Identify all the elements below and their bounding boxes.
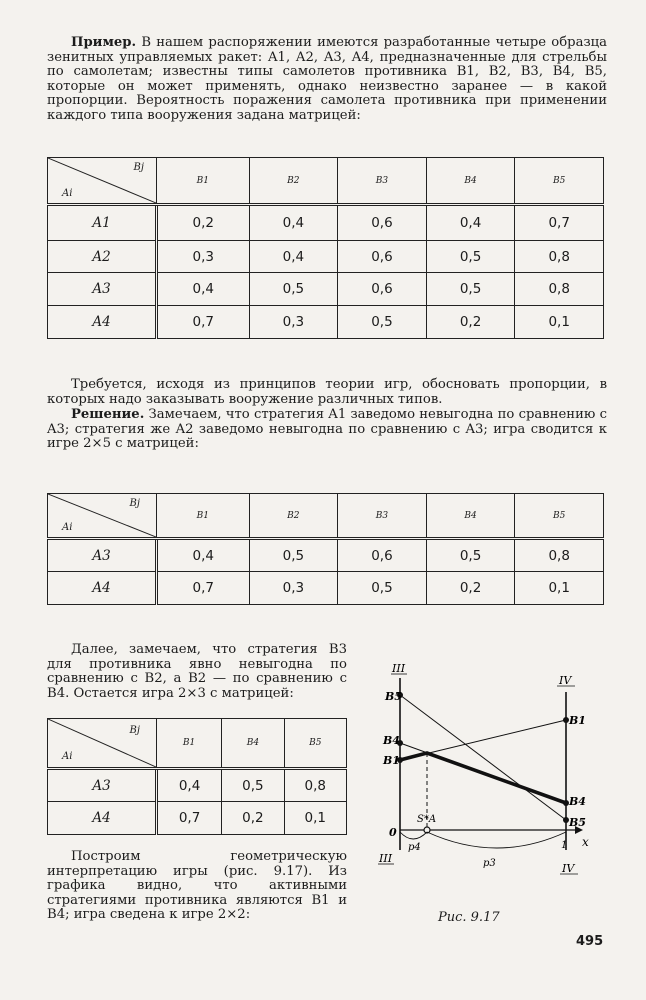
cell: 0,7 [157, 572, 250, 605]
column-header: B5 [515, 494, 604, 539]
cell: 0,3 [157, 241, 250, 273]
table-row [48, 273, 604, 306]
requirement-paragraph: Требуется, исходя из принципов теории игр, обосновать пропорции, в которых надо заказывать вооружение различных типов. [47, 377, 607, 407]
label-b1-right: B1 [569, 714, 586, 727]
table-row [48, 802, 347, 835]
cell: 0,7 [515, 205, 604, 241]
label-b5-right: B5 [569, 816, 586, 829]
cell: 0,5 [338, 572, 427, 605]
cell: 0,5 [249, 539, 338, 572]
table-row [48, 769, 347, 802]
column-header: B1 [157, 719, 222, 769]
cell: 0,4 [157, 539, 250, 572]
column-header: B5 [515, 158, 604, 205]
figure-caption: Рис. 9.17 [438, 910, 500, 925]
reduction-paragraph: Далее, замечаем, что стратегия B3 для противника явно невыгодна по сравнению с B2, а B2 — по сравнению с B4. Остается игра 2×3 с матрицей: [47, 642, 347, 701]
label-b4-left: B4 [383, 734, 400, 747]
corner-col-label: Bj [133, 162, 144, 173]
solution-paragraph [47, 408, 607, 452]
row-label: A4 [48, 306, 157, 339]
label-b5-left: B5 [385, 690, 402, 703]
corner-row-label: Ai [62, 188, 73, 199]
cell: 0,4 [157, 769, 222, 802]
cell: 0,2 [426, 572, 515, 605]
corner-col-label: Bj [129, 498, 140, 509]
cell: 0,5 [338, 306, 427, 339]
label-origin: 0 [389, 826, 397, 839]
arc-p3 [427, 832, 566, 848]
label-b1-left: B1 [383, 754, 400, 767]
cell: 0,6 [338, 205, 427, 241]
cell: 0,6 [338, 273, 427, 306]
corner-col-label: Bj [129, 725, 140, 736]
matrix-table-2x5 [47, 493, 604, 605]
label-axis-left-bottom: III [379, 852, 393, 865]
intro-text: В нашем распоряжении имеются разработанные четыре образца зенитных управляемых ракет: A1, A2, A3, A4, предназначенные для стрельбы по самолетам; известны типы самолетов противника B1, B2, B3, B4, B5, которые он может применять, однако неизвестно заранее — в какой пропорции. Вероятность поражения самолета противника при применении каждого типа вооружения задана матрицей: [47, 35, 607, 123]
column-header: B3 [338, 494, 427, 539]
cell: 0,6 [338, 241, 427, 273]
row-label: A1 [48, 205, 157, 241]
cell: 0,4 [249, 205, 338, 241]
corner-row-label: Ai [62, 751, 73, 762]
label-p4: p4 [408, 842, 421, 853]
label-axis-left-top: III [392, 662, 406, 675]
table-corner [48, 719, 157, 769]
row-label: A3 [48, 769, 157, 802]
label-axis-right-bottom: IV [562, 862, 575, 875]
cell: 0,4 [157, 273, 250, 306]
cell: 0,3 [249, 306, 338, 339]
table-corner [48, 494, 157, 539]
cell: 0,5 [222, 769, 284, 802]
row-label: A4 [48, 802, 157, 835]
column-header: B4 [222, 719, 284, 769]
cell: 0,7 [157, 306, 250, 339]
table-row [48, 572, 604, 605]
page-number: 495 [576, 934, 604, 949]
cell: 0,2 [426, 306, 515, 339]
label-one: 1 [561, 840, 568, 851]
column-header: B5 [284, 719, 346, 769]
intro-label: Пример. [71, 35, 137, 50]
column-header: B2 [249, 494, 338, 539]
cell: 0,4 [249, 241, 338, 273]
label-p3: p3 [483, 858, 496, 869]
label-axis-right-top: IV [559, 674, 572, 687]
column-header: B2 [249, 158, 338, 205]
cell: 0,5 [426, 539, 515, 572]
cell: 0,1 [515, 572, 604, 605]
cell: 0,4 [426, 205, 515, 241]
cell: 0,2 [157, 205, 250, 241]
cell: 0,5 [426, 241, 515, 273]
label-b4-right: B4 [569, 795, 586, 808]
figure-9-17 [355, 650, 605, 890]
column-header: B1 [157, 158, 250, 205]
row-label: A2 [48, 241, 157, 273]
line-b5 [400, 695, 566, 820]
cell: 0,3 [249, 572, 338, 605]
cell: 0,7 [157, 802, 222, 835]
matrix-table-2x3 [47, 718, 347, 835]
column-header: B4 [426, 158, 515, 205]
solution-label: Решение. [71, 407, 145, 422]
row-label: A4 [48, 572, 157, 605]
label-x: x [582, 835, 589, 849]
table-corner [48, 158, 157, 205]
matrix-table-4x5 [47, 157, 604, 339]
solution-text: Замечаем, что стратегия A1 заведомо невыгодна по сравнению с A3; стратегия же A2 заведомо невыгодна по сравнению с A3; игра сводится к игре 2×5 с матрицей: [47, 407, 607, 452]
cell: 0,2 [222, 802, 284, 835]
label-s: S*A [417, 814, 437, 825]
corner-row-label: Ai [62, 522, 73, 533]
table-row [48, 241, 604, 273]
cell: 0,5 [249, 273, 338, 306]
arc-p4 [400, 832, 427, 839]
column-header: B3 [338, 158, 427, 205]
table-row [48, 306, 604, 339]
column-header: B4 [426, 494, 515, 539]
column-header: B1 [157, 494, 250, 539]
intro-paragraph [47, 36, 607, 124]
cell: 0,1 [284, 802, 346, 835]
interpretation-paragraph: Построим геометрическую интерпретацию игры (рис. 9.17). Из графика видно, что активными стратегиями противника являются B1 и B4; игра сведена к игре 2×2: [47, 849, 347, 923]
lower-envelope [400, 753, 566, 803]
cell: 0,6 [338, 539, 427, 572]
table-row [48, 539, 604, 572]
cell: 0,8 [284, 769, 346, 802]
cell: 0,8 [515, 539, 604, 572]
cell: 0,5 [426, 273, 515, 306]
cell: 0,8 [515, 273, 604, 306]
cell: 0,8 [515, 241, 604, 273]
row-label: A3 [48, 273, 157, 306]
row-label: A3 [48, 539, 157, 572]
cell: 0,1 [515, 306, 604, 339]
table-row [48, 205, 604, 241]
